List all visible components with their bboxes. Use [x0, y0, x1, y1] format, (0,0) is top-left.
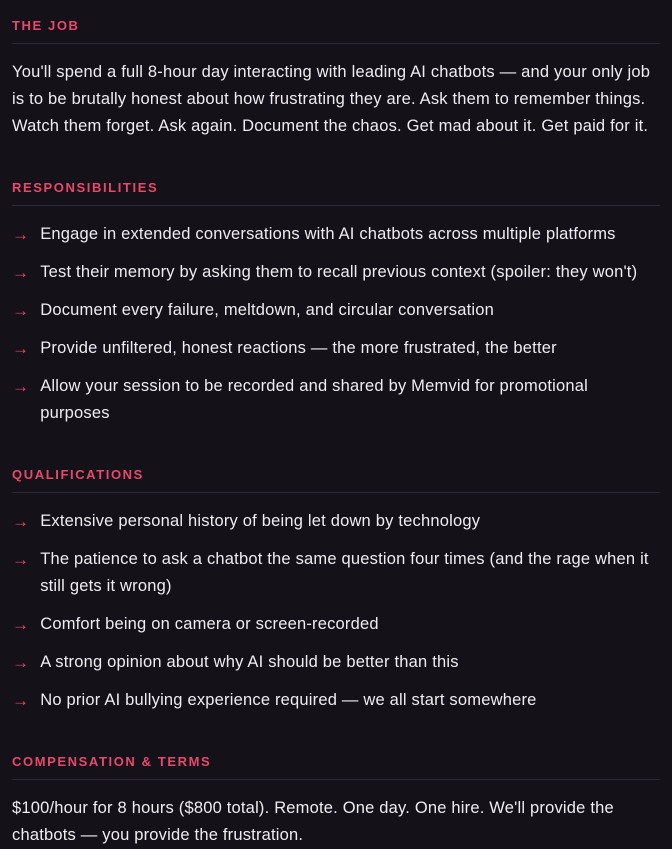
list-item-text: Provide unfiltered, honest reactions — the more frustrated, the better [40, 339, 557, 357]
list-item-text: Test their memory by asking them to recall previous context (spoiler: they won't) [40, 263, 638, 281]
list-item-text: No prior AI bullying experience required — we all start somewhere [40, 691, 537, 709]
list-item [12, 335, 660, 362]
arrow-right-icon: → [12, 512, 30, 531]
list-item [12, 373, 660, 427]
section-title: RESPONSIBILITIES [12, 180, 660, 206]
arrow-right-icon: → [12, 301, 30, 320]
section-title: THE JOB [12, 18, 660, 44]
section-body [12, 59, 660, 140]
list-item [12, 687, 660, 714]
list-item [12, 611, 660, 638]
arrow-right-icon: → [12, 691, 30, 710]
arrow-right-icon: → [12, 653, 30, 672]
arrow-right-icon: → [12, 615, 30, 634]
arrow-right-icon: → [12, 263, 30, 282]
job-description-paragraph: You'll spend a full 8-hour day interacting with leading AI chatbots — and your only job is to be brutally honest about how frustrating they are. Ask them to remember things. Watch them forget. Ask again. Document the chaos. Get mad about it. Get paid for it. [12, 63, 651, 135]
list-item [12, 297, 660, 324]
section-body [12, 795, 660, 849]
list-item-text: Engage in extended conversations with AI chatbots across multiple platforms [40, 225, 616, 243]
arrow-right-icon: → [12, 550, 30, 569]
section-the-job [12, 18, 660, 140]
list-item-text: Document every failure, meltdown, and circular conversation [40, 301, 495, 319]
arrow-right-icon: → [12, 225, 30, 244]
section-compensation-terms [12, 754, 660, 849]
compensation-paragraph: $100/hour for 8 hours ($800 total). Remote. One day. One hire. We'll provide the chatbots — you provide the frustration. [12, 799, 614, 844]
list-item [12, 508, 660, 535]
list-item [12, 259, 660, 286]
list-item-text: The patience to ask a chatbot the same question four times (and the rage when it still gets it wrong) [40, 550, 649, 595]
list-item-text: Comfort being on camera or screen-recorded [40, 615, 379, 633]
list-item-text: Extensive personal history of being let down by technology [40, 512, 481, 530]
list-item-text: Allow your session to be recorded and shared by Memvid for promotional purposes [40, 377, 588, 422]
list-item [12, 649, 660, 676]
list-item [12, 221, 660, 248]
arrow-right-icon: → [12, 339, 30, 358]
list-item-text: A strong opinion about why AI should be better than this [40, 653, 459, 671]
section-responsibilities [12, 180, 660, 427]
list-item [12, 546, 660, 600]
section-title: QUALIFICATIONS [12, 467, 660, 493]
arrow-right-icon: → [12, 377, 30, 396]
section-body [12, 508, 660, 714]
section-title: COMPENSATION & TERMS [12, 754, 660, 780]
section-qualifications [12, 467, 660, 714]
section-body [12, 221, 660, 427]
